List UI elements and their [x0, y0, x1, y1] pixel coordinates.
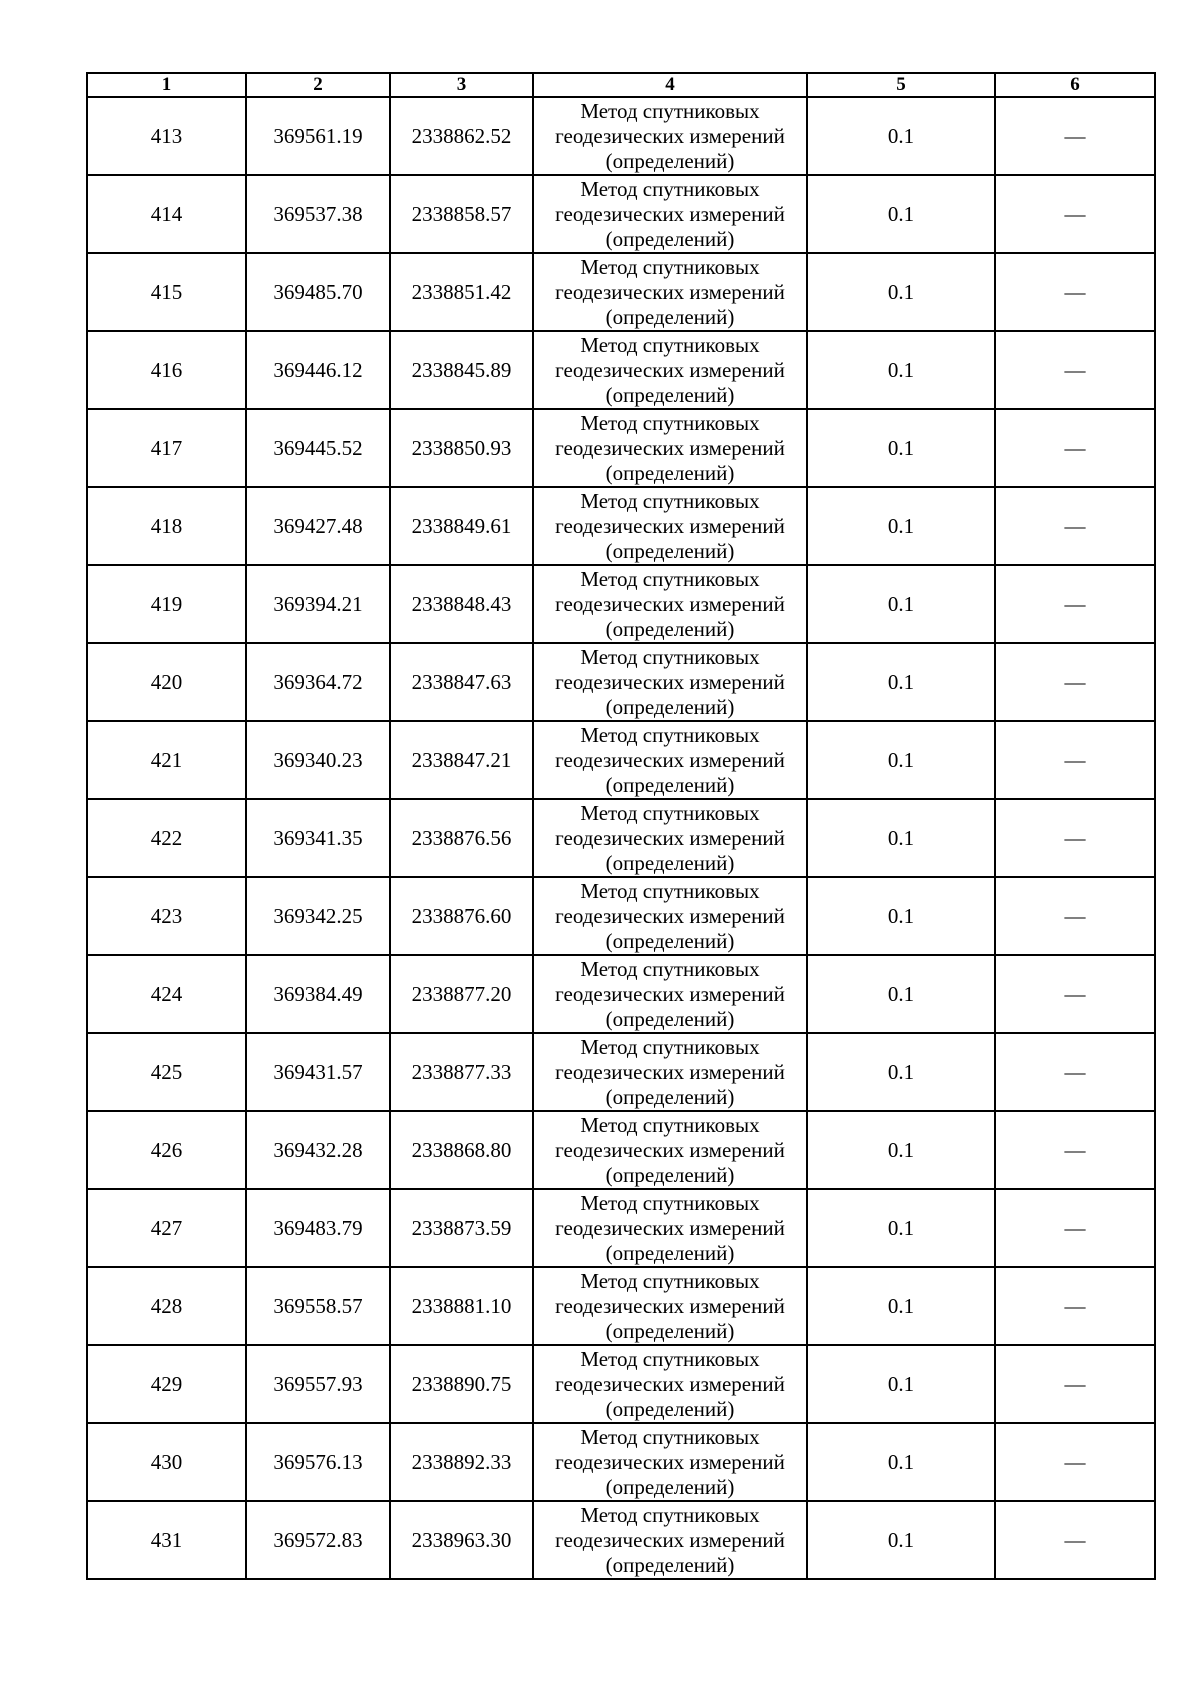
method-cell	[533, 253, 807, 331]
x-coordinate-cell: 369485.70	[246, 253, 390, 331]
accuracy-cell: 0.1	[807, 1267, 995, 1345]
x-coordinate-cell: 369576.13	[246, 1423, 390, 1501]
y-coordinate-cell: 2338858.57	[390, 175, 533, 253]
method-line: геодезических измерений	[555, 591, 785, 616]
x-coordinate-cell: 369427.48	[246, 487, 390, 565]
y-coordinate-cell: 2338873.59	[390, 1189, 533, 1267]
header-col-4: 4	[533, 73, 807, 97]
method-cell	[533, 955, 807, 1033]
point-number-cell: 421	[87, 721, 246, 799]
point-number-cell: 420	[87, 643, 246, 721]
note-cell: —	[995, 1345, 1155, 1423]
accuracy-cell: 0.1	[807, 409, 995, 487]
note-cell: —	[995, 409, 1155, 487]
accuracy-cell: 0.1	[807, 175, 995, 253]
method-line: (определений)	[605, 772, 735, 797]
accuracy-cell: 0.1	[807, 1189, 995, 1267]
table-row	[87, 175, 1155, 253]
method-cell	[533, 721, 807, 799]
method-line: (определений)	[605, 694, 735, 719]
method-line: Метод спутниковых	[580, 644, 760, 669]
method-line: геодезических измерений	[555, 357, 785, 382]
x-coordinate-cell: 369341.35	[246, 799, 390, 877]
method-line: (определений)	[605, 1474, 735, 1499]
method-line: Метод спутниковых	[580, 1424, 760, 1449]
x-coordinate-cell: 369446.12	[246, 331, 390, 409]
point-number-cell: 415	[87, 253, 246, 331]
y-coordinate-cell: 2338850.93	[390, 409, 533, 487]
accuracy-cell: 0.1	[807, 1345, 995, 1423]
note-cell: —	[995, 643, 1155, 721]
method-line: геодезических измерений	[555, 1137, 785, 1162]
x-coordinate-cell: 369384.49	[246, 955, 390, 1033]
note-cell: —	[995, 565, 1155, 643]
x-coordinate-cell: 369340.23	[246, 721, 390, 799]
method-line: (определений)	[605, 460, 735, 485]
table-row	[87, 97, 1155, 175]
y-coordinate-cell: 2338876.56	[390, 799, 533, 877]
x-coordinate-cell: 369572.83	[246, 1501, 390, 1579]
point-number-cell: 428	[87, 1267, 246, 1345]
method-cell	[533, 1423, 807, 1501]
table-row	[87, 955, 1155, 1033]
accuracy-cell: 0.1	[807, 1423, 995, 1501]
y-coordinate-cell: 2338847.63	[390, 643, 533, 721]
note-cell: —	[995, 1501, 1155, 1579]
y-coordinate-cell: 2338881.10	[390, 1267, 533, 1345]
accuracy-cell: 0.1	[807, 487, 995, 565]
point-number-cell: 430	[87, 1423, 246, 1501]
table-row	[87, 409, 1155, 487]
point-number-cell: 413	[87, 97, 246, 175]
table-row	[87, 565, 1155, 643]
y-coordinate-cell: 2338877.33	[390, 1033, 533, 1111]
method-cell	[533, 97, 807, 175]
method-cell	[533, 1345, 807, 1423]
x-coordinate-cell: 369558.57	[246, 1267, 390, 1345]
table-row	[87, 1501, 1155, 1579]
table-row	[87, 1345, 1155, 1423]
table-body	[87, 97, 1155, 1579]
method-line: геодезических измерений	[555, 435, 785, 460]
point-number-cell: 417	[87, 409, 246, 487]
y-coordinate-cell: 2338849.61	[390, 487, 533, 565]
accuracy-cell: 0.1	[807, 253, 995, 331]
table-row	[87, 253, 1155, 331]
y-coordinate-cell: 2338892.33	[390, 1423, 533, 1501]
y-coordinate-cell: 2338963.30	[390, 1501, 533, 1579]
method-line: геодезических измерений	[555, 825, 785, 850]
method-line: Метод спутниковых	[580, 956, 760, 981]
note-cell: —	[995, 1111, 1155, 1189]
point-number-cell: 418	[87, 487, 246, 565]
y-coordinate-cell: 2338845.89	[390, 331, 533, 409]
note-cell: —	[995, 1267, 1155, 1345]
point-number-cell: 414	[87, 175, 246, 253]
method-cell	[533, 1267, 807, 1345]
method-line: геодезических измерений	[555, 1527, 785, 1552]
x-coordinate-cell: 369364.72	[246, 643, 390, 721]
accuracy-cell: 0.1	[807, 955, 995, 1033]
table-row	[87, 721, 1155, 799]
table-row	[87, 331, 1155, 409]
x-coordinate-cell: 369432.28	[246, 1111, 390, 1189]
point-number-cell: 419	[87, 565, 246, 643]
accuracy-cell: 0.1	[807, 721, 995, 799]
table-row	[87, 1033, 1155, 1111]
accuracy-cell: 0.1	[807, 1501, 995, 1579]
x-coordinate-cell: 369431.57	[246, 1033, 390, 1111]
method-line: (определений)	[605, 148, 735, 173]
x-coordinate-cell: 369537.38	[246, 175, 390, 253]
y-coordinate-cell: 2338868.80	[390, 1111, 533, 1189]
note-cell: —	[995, 1033, 1155, 1111]
method-line: Метод спутниковых	[580, 488, 760, 513]
method-line: геодезических измерений	[555, 903, 785, 928]
method-line: Метод спутниковых	[580, 1268, 760, 1293]
table-row	[87, 1111, 1155, 1189]
y-coordinate-cell: 2338862.52	[390, 97, 533, 175]
table-row	[87, 1189, 1155, 1267]
y-coordinate-cell: 2338848.43	[390, 565, 533, 643]
method-cell	[533, 487, 807, 565]
method-cell	[533, 877, 807, 955]
method-line: (определений)	[605, 928, 735, 953]
method-line: (определений)	[605, 1318, 735, 1343]
note-cell: —	[995, 1423, 1155, 1501]
method-line: геодезических измерений	[555, 279, 785, 304]
note-cell: —	[995, 721, 1155, 799]
point-number-cell: 431	[87, 1501, 246, 1579]
accuracy-cell: 0.1	[807, 565, 995, 643]
x-coordinate-cell: 369557.93	[246, 1345, 390, 1423]
method-line: геодезических измерений	[555, 201, 785, 226]
y-coordinate-cell: 2338876.60	[390, 877, 533, 955]
accuracy-cell: 0.1	[807, 799, 995, 877]
method-line: Метод спутниковых	[580, 878, 760, 903]
method-line: геодезических измерений	[555, 747, 785, 772]
note-cell: —	[995, 175, 1155, 253]
point-number-cell: 423	[87, 877, 246, 955]
method-line: геодезических измерений	[555, 123, 785, 148]
accuracy-cell: 0.1	[807, 877, 995, 955]
x-coordinate-cell: 369394.21	[246, 565, 390, 643]
method-line: Метод спутниковых	[580, 566, 760, 591]
accuracy-cell: 0.1	[807, 643, 995, 721]
table-row	[87, 799, 1155, 877]
accuracy-cell: 0.1	[807, 1033, 995, 1111]
table-row	[87, 643, 1155, 721]
method-line: Метод спутниковых	[580, 332, 760, 357]
point-number-cell: 426	[87, 1111, 246, 1189]
method-line: Метод спутниковых	[580, 1502, 760, 1527]
method-line: (определений)	[605, 1396, 735, 1421]
x-coordinate-cell: 369561.19	[246, 97, 390, 175]
x-coordinate-cell: 369483.79	[246, 1189, 390, 1267]
method-cell	[533, 565, 807, 643]
accuracy-cell: 0.1	[807, 331, 995, 409]
note-cell: —	[995, 253, 1155, 331]
method-line: (определений)	[605, 304, 735, 329]
table-row	[87, 1267, 1155, 1345]
point-number-cell: 424	[87, 955, 246, 1033]
method-cell	[533, 331, 807, 409]
method-line: геодезических измерений	[555, 513, 785, 538]
accuracy-cell: 0.1	[807, 97, 995, 175]
header-row	[87, 73, 1155, 97]
table-row	[87, 877, 1155, 955]
method-line: Метод спутниковых	[580, 1112, 760, 1137]
method-line: (определений)	[605, 1240, 735, 1265]
y-coordinate-cell: 2338851.42	[390, 253, 533, 331]
coordinates-table	[86, 72, 1156, 1580]
x-coordinate-cell: 369342.25	[246, 877, 390, 955]
method-line: (определений)	[605, 616, 735, 641]
method-line: Метод спутниковых	[580, 800, 760, 825]
method-cell	[533, 1501, 807, 1579]
method-line: (определений)	[605, 1006, 735, 1031]
note-cell: —	[995, 331, 1155, 409]
note-cell: —	[995, 97, 1155, 175]
method-line: (определений)	[605, 1162, 735, 1187]
point-number-cell: 429	[87, 1345, 246, 1423]
note-cell: —	[995, 799, 1155, 877]
method-cell	[533, 1033, 807, 1111]
method-line: геодезических измерений	[555, 1449, 785, 1474]
method-cell	[533, 1189, 807, 1267]
method-line: (определений)	[605, 1552, 735, 1577]
method-line: Метод спутниковых	[580, 254, 760, 279]
header-col-6: 6	[995, 73, 1155, 97]
method-line: (определений)	[605, 538, 735, 563]
method-line: (определений)	[605, 1084, 735, 1109]
note-cell: —	[995, 955, 1155, 1033]
method-cell	[533, 799, 807, 877]
y-coordinate-cell: 2338877.20	[390, 955, 533, 1033]
method-cell	[533, 409, 807, 487]
method-line: геодезических измерений	[555, 669, 785, 694]
method-line: Метод спутниковых	[580, 176, 760, 201]
method-line: Метод спутниковых	[580, 1034, 760, 1059]
point-number-cell: 422	[87, 799, 246, 877]
x-coordinate-cell: 369445.52	[246, 409, 390, 487]
table-row	[87, 1423, 1155, 1501]
method-cell	[533, 175, 807, 253]
note-cell: —	[995, 877, 1155, 955]
method-line: (определений)	[605, 850, 735, 875]
header-col-1: 1	[87, 73, 246, 97]
header-col-2: 2	[246, 73, 390, 97]
method-cell	[533, 643, 807, 721]
accuracy-cell: 0.1	[807, 1111, 995, 1189]
note-cell: —	[995, 487, 1155, 565]
header-col-5: 5	[807, 73, 995, 97]
method-line: Метод спутниковых	[580, 98, 760, 123]
point-number-cell: 425	[87, 1033, 246, 1111]
method-line: Метод спутниковых	[580, 722, 760, 747]
method-line: Метод спутниковых	[580, 410, 760, 435]
method-line: геодезических измерений	[555, 1059, 785, 1084]
method-line: (определений)	[605, 382, 735, 407]
method-line: (определений)	[605, 226, 735, 251]
method-line: Метод спутниковых	[580, 1190, 760, 1215]
y-coordinate-cell: 2338847.21	[390, 721, 533, 799]
method-line: геодезических измерений	[555, 981, 785, 1006]
method-cell	[533, 1111, 807, 1189]
table-header	[87, 73, 1155, 97]
method-line: геодезических измерений	[555, 1371, 785, 1396]
y-coordinate-cell: 2338890.75	[390, 1345, 533, 1423]
method-line: геодезических измерений	[555, 1293, 785, 1318]
point-number-cell: 427	[87, 1189, 246, 1267]
note-cell: —	[995, 1189, 1155, 1267]
table-row	[87, 487, 1155, 565]
header-col-3: 3	[390, 73, 533, 97]
method-line: Метод спутниковых	[580, 1346, 760, 1371]
point-number-cell: 416	[87, 331, 246, 409]
method-line: геодезических измерений	[555, 1215, 785, 1240]
